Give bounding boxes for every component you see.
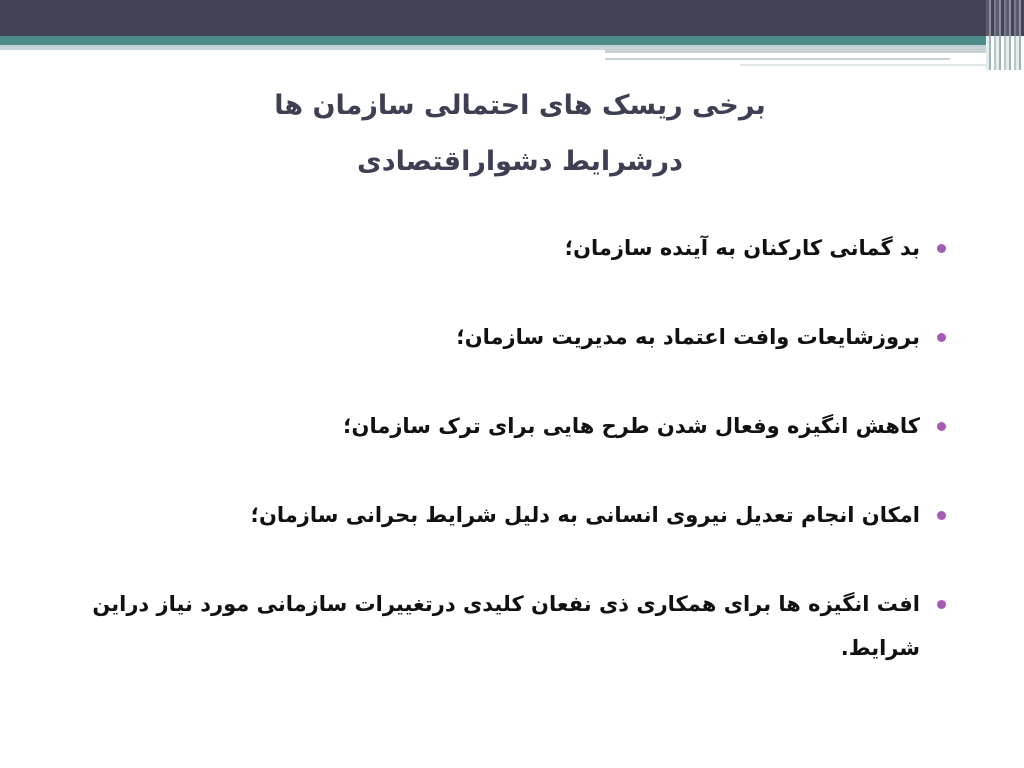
bullet-list: [70, 226, 950, 670]
bullet-item: [70, 493, 950, 537]
header-banner-teal: [0, 36, 1024, 45]
header-stripes-decoration-dark: [986, 0, 1024, 36]
header-banner-light: [0, 45, 605, 50]
bullet-marker-icon: [937, 600, 946, 609]
bullet-text: بد گمانی کارکنان به آینده سازمان؛: [564, 236, 920, 260]
header-divider-line-secondary: [740, 64, 990, 66]
bullet-item: [70, 226, 950, 270]
bullet-marker-icon: [937, 333, 946, 342]
bullet-marker-icon: [937, 422, 946, 431]
bullet-text: کاهش انگیزه وفعال شدن طرح هایی برای ترک سازمان؛: [343, 414, 920, 438]
slide-title-line-2: درشرایط دشواراقتصادی: [357, 146, 683, 177]
bullet-text: افت انگیزه ها برای همکاری ذی نفعان کلیدی درتغییرات سازمانی مورد نیاز دراین شرایط.: [92, 592, 920, 660]
bullet-item: [70, 404, 950, 448]
header-divider-line: [605, 58, 950, 60]
bullet-text: امکان انجام تعدیل نیروی انسانی به دلیل شرایط بحرانی سازمان؛: [250, 503, 920, 527]
bullet-item: [70, 315, 950, 359]
bullet-item: [70, 582, 950, 670]
bullet-marker-icon: [937, 244, 946, 253]
bullet-text: بروزشایعات وافت اعتماد به مدیریت سازمان؛: [456, 325, 920, 349]
slide-title: [130, 78, 910, 190]
header-banner-light-right: [605, 45, 995, 53]
bullet-marker-icon: [937, 511, 946, 520]
slide-title-line-1: برخی ریسک های احتمالی سازمان ها: [274, 90, 766, 121]
header-banner-dark: [0, 0, 1024, 36]
